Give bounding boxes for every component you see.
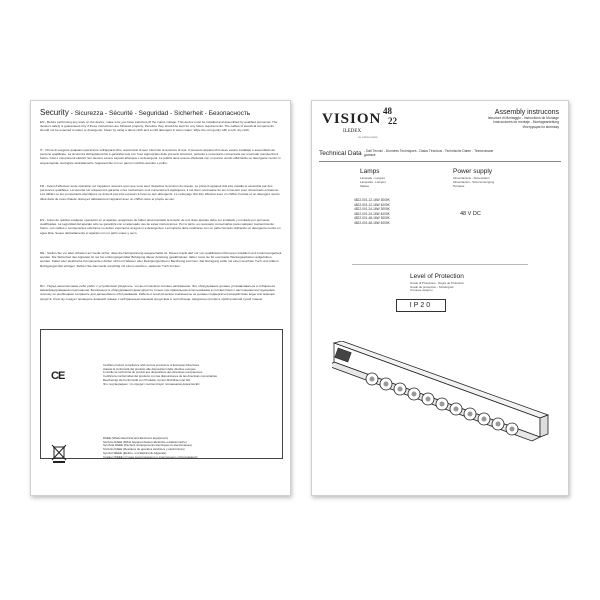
track-light-illustration xyxy=(332,341,552,491)
weee-line: Symbole DEEE (Déchets d'équipements électriques et électroniques) xyxy=(103,443,192,448)
ip-rating-box: IP20 xyxy=(396,299,446,312)
power-sub-line: Alimentazione - Alimentation xyxy=(453,176,490,180)
lamps-sub-line: Lampade - Lampes xyxy=(360,176,385,180)
certification-line: Certifica la conformidad del producto con las disposiciones de las directivas comunitarias xyxy=(103,374,217,379)
certification-line: Certifies product compliance with current provisions of European Directives xyxy=(103,363,200,367)
power-supply-title: Power supply xyxy=(453,168,493,175)
brand-logo xyxy=(322,106,397,139)
weee-line: Símbolo RAEE (Residuos de aparatos eléctricos y electrónicos) xyxy=(103,447,185,452)
model-code: 4822-001-12-16W 4000K xyxy=(354,202,390,207)
protection-sub-line: Grado de protección - Schutzgrad xyxy=(410,284,454,289)
brand-sub: ILEDEX xyxy=(343,129,362,134)
model-list xyxy=(354,198,390,226)
protection-title: Level of Protection xyxy=(410,273,464,280)
safety-paragraph-ru: RU - Перед началом каких-либо работ с устройством убедитесь, что вы отключили сетевое напряжение. Это оборудование должно устанавливаться и собираться квалифицированным персоналом. Безопасность оборудования гарантируется только при правильном использовании в соответствии с настоящими инструкциями, поэтому их необходимо сохранять для дальнейшего обслуживания. Кабели и электрические компоненты не должны подвергаться воздействию воды или моющих средств. Очистку следует проводить влажной тканью с нейтральным моющим средством в теплой воде. Аккуратно протрите прибор мягкой сухой тканью. xyxy=(40,284,276,301)
technical-data-title: Technical Data xyxy=(319,150,362,157)
assembly-heading xyxy=(488,109,559,129)
weee-line: Symbol WEEE (Elektro- und Elektronik-Altgeräte) xyxy=(103,450,167,455)
model-code: 4822-001-48-16W 4000K xyxy=(354,220,390,225)
security-title: Security xyxy=(40,108,69,117)
assembly-line: Istruzioni di Montaggio - Instructions de Montage xyxy=(487,116,559,120)
divider xyxy=(352,264,528,265)
security-subtitle: - Sicurezza - Sécurité - Seguridad - Sicherheit - Безопасность xyxy=(70,110,251,117)
safety-paragraph-it: IT - Prima di eseguire qualsiasi operazione sull'apparecchio, assicurarsi di aver interrotto la tensione di rete. Il presente apparecchio deve essere installato e assemblato da persone qualificate. La sicurezza dell'apparecchio è garantita solo con l'uso appropriato delle presenti istruzioni, pertanto è necessario conservarle per eventuali manutenzioni future. Cavi e componenti elettrici non devono essere esposti all'acqua o ai detergenti. La pulizia deve essere effettuata con un panno umido utilizzando un detergente neutro in acqua tiepida. Asciugare delicatamente l'apparecchio con un panno morbido asciutto e pulito. xyxy=(40,148,281,165)
assembly-line: Instrucciones de montaje - Montageanleitung xyxy=(493,120,559,125)
protection-sub-line: Grado di Protezione - Degré de Protection xyxy=(410,281,464,285)
safety-paragraph-es: ES - Antes de realizar cualquier operación en el aparato, asegúrese de haber desconectado la tensión de red. Este aparato debe ser instalado y montado por personas cualificadas. La seguridad del aparato sólo se garantiza con el adecuado uso de estas instrucciones. Por lo tanto, es necesario conservarlas para cualquier mantenimiento futuro. Los cables o componentes eléctricos no deben exponerse al agua ni a detergentes. La limpieza debe realizarse con un paño húmedo utilizando un detergente neutro en agua tibia. Seque delicadamente el aparato con un paño suave y seco. xyxy=(40,218,281,235)
model-code: 4822-001-12-16W 3000K xyxy=(354,198,390,202)
certification-text xyxy=(103,364,283,386)
lamps-subtitle xyxy=(360,177,386,188)
weee-text xyxy=(103,437,283,459)
weee-bin-icon xyxy=(51,443,67,463)
technical-data-subtitle: - Dati Tecnici - Données Techniques - Datos Técnicos - Technische Daten - Технические данные xyxy=(364,149,494,158)
voltage-value: 48 V DC xyxy=(460,211,481,217)
power-supply-subtitle xyxy=(453,177,494,188)
security-page xyxy=(30,100,291,496)
certification-line: Il certifie la conformité du produit aux dispositions des directives européennes xyxy=(103,370,203,375)
weee-line: Simbolo RAEE (Rifiuti Apparecchiature Elettriche ed Elettroniche) xyxy=(103,439,187,444)
brand-number-bottom: 22 xyxy=(388,116,397,126)
weee-line: RAEE (Waste Electrical and Electronic Equipment) xyxy=(103,436,168,440)
brand-number-top: 48 xyxy=(383,106,392,116)
divider xyxy=(319,161,561,162)
certification-line: Это подтверждает, что продукт соответствует положениям директив ЕС xyxy=(103,381,200,386)
power-sub-line: Alimentación - Stromversorgung xyxy=(453,179,495,184)
ce-mark: CE xyxy=(51,370,65,382)
model-code: 4822-001-24-16W 3000K xyxy=(354,207,390,212)
model-code: 4822-001-24-16W 4000K xyxy=(354,211,390,216)
brand-tagline: ILLUMINAZIONE xyxy=(358,136,378,139)
model-code: 4822-001-48-16W 3000K xyxy=(354,216,390,221)
weee-line: Символ WEEE (отходы электрического и электронного оборудования) xyxy=(103,454,198,459)
assembly-title: Assembly instrucons xyxy=(494,109,559,116)
lamps-title: Lamps xyxy=(360,168,380,175)
power-sub-line: Питание xyxy=(453,183,465,188)
lamps-sub-line: Lámparas - Lampen xyxy=(360,179,386,184)
certification-line: Attesta la conformità del prodotto alle disposizioni delle direttive europee xyxy=(103,366,196,371)
security-heading xyxy=(40,108,250,117)
protection-sub-line: Степень защиты xyxy=(410,288,433,293)
lamps-sub-line: Лампы xyxy=(360,183,370,188)
assembly-line: Инструкция по монтажу xyxy=(522,124,559,129)
brand-name: VISION xyxy=(322,111,382,127)
safety-paragraph-en: EN - Before performing any work on the device, make sure you have switched off the mains voltage. This device must be installed and assembled by qualified personnel. The device's safety is guaranteed only if these instructions are followed properly, therefore they should be kept for any future requirements. The cables of electrical components should not be exposed to water or detergents. Clean by using a damp cloth and a mild detergent in warm water. Wipe the unit gently with a soft, dry cloth. xyxy=(40,120,278,133)
safety-paragraph-de: DE - Stellen Sie vor allen Arbeiten am Gerät sicher, dass die Netzspannung ausgeschaltet ist. Dieses Gerät darf nur von qualifizierten Personen installiert und zusammengebaut werden. Die Sicherheit des Apparats ist nur bei ordnungsgemäßer Befolgung dieser Anleitung gewährleistet, daher muss sie für eventuelle Wartungsarbeiten aufgehoben werden. Kabel oder elektrische Komponenten dürfen nicht mit Wasser oder Reinigungsmittel in Berührung kommen. Die Reinigung sollte mit einem feuchten Tuch und mildem Reinigungsmittel erfolgen. Reiben Sie das Gerät vorsichtig mit einem weichen, sauberen Tuch trocken. xyxy=(40,251,282,268)
certification-line: Bescheinigt die Konformität von Produkte mit den Richtlinien der EG xyxy=(103,377,191,382)
safety-paragraph-fr: FR - Avant d'effectuer toute opération sur l'appareil, assurez-vous que vous avez désactivé la tension du réseau. Le présent appareil doit être installé et assemblé par des personnes qualifiées. La sécurité est uniquement garantie si les instructions sont correctement appliquées, il est donc nécessaire de les conserver pour d'éventuels entretiens. Les câbles ou les composants électriques ne doivent pas être exposés à l'eau ou aux détergents. Le nettoyage doit être effectué avec un chiffon humide et un détergent neutre dilué dans de l'eau chaude. Essuyez délicatement l'appareil avec un chiffon doux et propre au sec. xyxy=(40,184,280,201)
protection-subtitle xyxy=(410,282,464,293)
assembly-page xyxy=(311,100,569,496)
